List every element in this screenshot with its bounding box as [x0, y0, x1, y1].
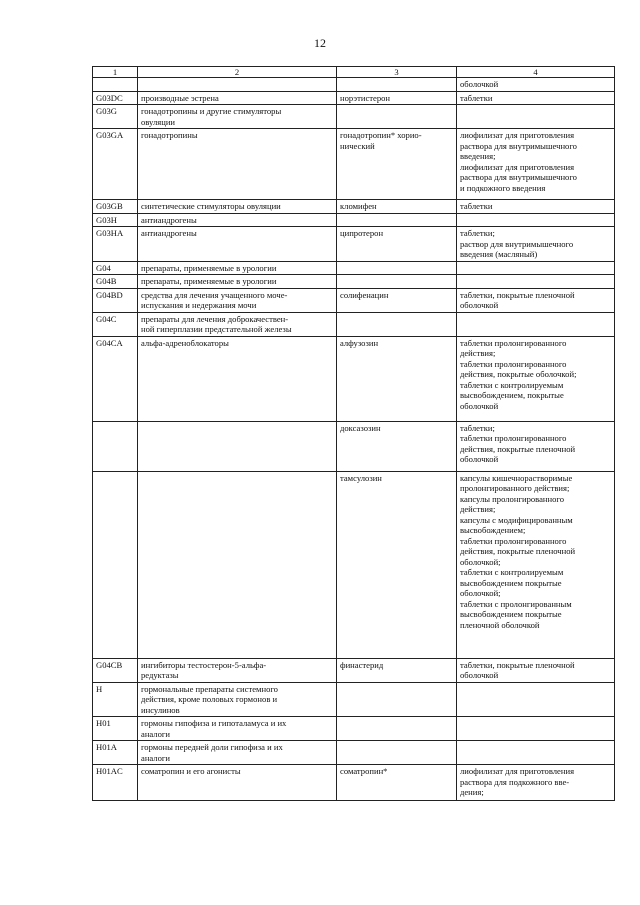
cell-line: таблетки, покрытые пленочной: [460, 659, 575, 670]
cell-line: препараты для лечения доброкачествен-: [141, 313, 289, 324]
atc-code-cell: G03H: [93, 213, 138, 227]
substance-cell: [337, 682, 457, 717]
dosage-form-cell: [457, 658, 615, 682]
cell-line: таблетки с контролируемым: [460, 567, 564, 577]
atc-code-cell: [93, 421, 138, 471]
table-row: [93, 658, 615, 682]
cell-line: пленочной оболочкой: [460, 619, 540, 630]
atc-code-cell: G04BD: [93, 288, 138, 312]
cell-line: высвобождением;: [460, 525, 526, 535]
cell-line: действия, покрытые пленочной: [460, 443, 576, 454]
dosage-form-cell: [457, 261, 615, 275]
dosage-form-cell: [457, 336, 615, 421]
cell-line: раствора для внутримышечного: [460, 140, 577, 151]
cell-line: таблетки пролонгированного: [460, 358, 567, 369]
cell-line: оболочкой: [460, 454, 499, 464]
table-row: [93, 275, 615, 289]
substance-cell: [337, 312, 457, 336]
drug-table: [92, 66, 615, 801]
cell-line: редуктазы: [141, 670, 179, 680]
cell-line: таблетки с пролонгированным: [460, 598, 572, 609]
dosage-form-cell: [457, 78, 615, 92]
page-number: 12: [314, 36, 326, 50]
atc-code-cell: [93, 471, 138, 658]
atc-code-cell: G04C: [93, 312, 138, 336]
dosage-form-cell: [457, 312, 615, 336]
substance-cell: [337, 200, 457, 214]
cell-line: ной гиперплазии предстательной железы: [141, 324, 292, 334]
substance-cell: [337, 717, 457, 741]
atc-code-cell: G03G: [93, 105, 138, 129]
group-name-cell: [138, 78, 337, 92]
substance-cell: [337, 658, 457, 682]
cell-line: препараты, применяемые в урологии: [141, 276, 277, 286]
cell-line: ципротерон: [340, 228, 384, 238]
group-name-cell: [138, 421, 337, 471]
cell-line: оболочкой: [460, 670, 499, 680]
atc-code-cell: G03GB: [93, 200, 138, 214]
cell-line: оболочкой: [460, 79, 499, 89]
table-row: [93, 288, 615, 312]
atc-code-cell: G03GA: [93, 129, 138, 200]
cell-line: лиофилизат для приготовления: [460, 766, 575, 776]
cell-line: таблетки;: [460, 422, 495, 433]
cell-line: таблетки;: [460, 228, 495, 238]
atc-code-cell: H01: [93, 717, 138, 741]
cell-line: высвобождением покрытые: [460, 609, 562, 619]
cell-line: капсулы с модифицированным: [460, 514, 573, 525]
atc-code-cell: H01AC: [93, 765, 138, 801]
cell-line: алфузозин: [340, 337, 379, 348]
cell-line: действия, покрытые пленочной: [460, 546, 576, 556]
cell-line: испускания и недержания мочи: [141, 300, 257, 310]
table-row: [93, 312, 615, 336]
substance-cell: [337, 336, 457, 421]
cell-line: таблетки, покрытые пленочной: [460, 289, 575, 300]
cell-line: антиандрогены: [141, 228, 197, 238]
cell-line: таблетки с контролируемым: [460, 379, 564, 390]
table-row: [93, 261, 615, 275]
cell-line: действия, покрытые оболочкой;: [460, 369, 577, 379]
cell-line: средства для лечения учащенного моче-: [141, 289, 288, 300]
cell-line: дения;: [460, 787, 484, 797]
dosage-form-cell: [457, 288, 615, 312]
cell-line: высвобождением покрытые: [460, 577, 562, 588]
group-name-cell: [138, 261, 337, 275]
cell-line: соматропин и его агонисты: [141, 766, 241, 776]
dosage-form-cell: [457, 91, 615, 105]
cell-line: таблетки: [460, 92, 493, 103]
cell-line: аналоги: [141, 728, 171, 739]
substance-cell: [337, 213, 457, 227]
substance-cell: [337, 261, 457, 275]
group-name-cell: [138, 105, 337, 129]
table-row: [93, 213, 615, 227]
table-row: [93, 471, 615, 658]
cell-line: действия;: [460, 504, 496, 514]
substance-cell: [337, 275, 457, 289]
substance-cell: [337, 91, 457, 105]
substance-cell: [337, 78, 457, 92]
cell-line: доксазозин: [340, 422, 381, 433]
atc-code-cell: G04: [93, 261, 138, 275]
dosage-form-cell: [457, 682, 615, 717]
cell-line: альфа-адреноблокаторы: [141, 337, 229, 348]
cell-line: гормоны гипофиза и гипоталамуса и их: [141, 718, 287, 728]
substance-cell: [337, 105, 457, 129]
dosage-form-cell: [457, 200, 615, 214]
dosage-form-cell: [457, 765, 615, 801]
cell-line: раствора для подкожного вве-: [460, 776, 570, 787]
cell-line: гормональные препараты системного: [141, 683, 278, 694]
dosage-form-cell: [457, 471, 615, 658]
cell-line: гонадотропин* хорио-: [340, 130, 422, 140]
table-row: [93, 200, 615, 214]
group-name-cell: [138, 288, 337, 312]
group-name-cell: [138, 336, 337, 421]
group-name-cell: [138, 682, 337, 717]
group-name-cell: [138, 658, 337, 682]
dosage-form-cell: [457, 717, 615, 741]
group-name-cell: [138, 717, 337, 741]
cell-line: инсулинов: [141, 704, 180, 715]
cell-line: финастерид: [340, 659, 384, 670]
group-name-cell: [138, 213, 337, 227]
atc-code-cell: G04B: [93, 275, 138, 289]
header-col-2: 2: [138, 67, 337, 78]
dosage-form-cell: [457, 275, 615, 289]
cell-line: лиофилизат для приготовления: [460, 161, 575, 172]
cell-line: введения (масляный): [460, 249, 538, 259]
cell-line: нический: [340, 140, 375, 151]
table-row: [93, 227, 615, 262]
cell-line: таблетки пролонгированного: [460, 337, 567, 348]
header-col-3: 3: [337, 67, 457, 78]
table-row: [93, 741, 615, 765]
table-row: [93, 421, 615, 471]
cell-line: и подкожного введения: [460, 182, 546, 193]
dosage-form-cell: [457, 227, 615, 262]
table-row: [93, 78, 615, 92]
atc-code-cell: G03HA: [93, 227, 138, 262]
cell-line: раствор для внутримышечного: [460, 238, 574, 249]
cell-line: оболочкой: [460, 400, 499, 411]
substance-cell: [337, 288, 457, 312]
cell-line: соматропин*: [340, 766, 388, 776]
cell-line: производные эстрена: [141, 92, 219, 103]
cell-line: раствора для внутримышечного: [460, 172, 577, 182]
cell-line: синтетические стимуляторы овуляции: [141, 201, 281, 211]
atc-code-cell: H: [93, 682, 138, 717]
substance-cell: [337, 765, 457, 801]
cell-line: ингибиторы тестостерон-5-альфа-: [141, 659, 267, 670]
cell-line: кломифен: [340, 201, 377, 211]
atc-code-cell: G04CA: [93, 336, 138, 421]
group-name-cell: [138, 471, 337, 658]
cell-line: солифенацин: [340, 289, 389, 300]
table-row: [93, 105, 615, 129]
atc-code-cell: G04CB: [93, 658, 138, 682]
group-name-cell: [138, 227, 337, 262]
cell-line: лиофилизат для приготовления: [460, 130, 575, 140]
atc-code-cell: H01A: [93, 741, 138, 765]
dosage-form-cell: [457, 105, 615, 129]
header-col-4: 4: [457, 67, 615, 78]
cell-line: норэтистерон: [340, 92, 391, 103]
group-name-cell: [138, 741, 337, 765]
header-col-1: 1: [93, 67, 138, 78]
cell-line: введения;: [460, 151, 496, 161]
cell-line: капсулы пролонгированного: [460, 493, 565, 504]
cell-line: овуляции: [141, 116, 176, 127]
substance-cell: [337, 471, 457, 658]
table-row: [93, 336, 615, 421]
group-name-cell: [138, 312, 337, 336]
atc-code-cell: [93, 78, 138, 92]
table-row: [93, 717, 615, 741]
cell-line: тамсулозин: [340, 472, 382, 483]
group-name-cell: [138, 91, 337, 105]
substance-cell: [337, 227, 457, 262]
dosage-form-cell: [457, 129, 615, 200]
header-row: [93, 67, 615, 78]
cell-line: гонадотропины: [141, 130, 198, 140]
cell-line: капсулы кишечнорастворимые: [460, 472, 573, 483]
group-name-cell: [138, 200, 337, 214]
cell-line: таблетки пролонгированного: [460, 433, 567, 443]
group-name-cell: [138, 275, 337, 289]
cell-line: гонадотропины и другие стимуляторы: [141, 106, 282, 116]
cell-line: действия, кроме половых гормонов и: [141, 694, 278, 704]
cell-line: таблетки пролонгированного: [460, 535, 567, 546]
cell-line: препараты, применяемые в урологии: [141, 262, 277, 273]
substance-cell: [337, 741, 457, 765]
table-row: [93, 129, 615, 200]
substance-cell: [337, 421, 457, 471]
dosage-form-cell: [457, 421, 615, 471]
group-name-cell: [138, 129, 337, 200]
cell-line: высвобождением, покрытые: [460, 390, 564, 400]
table-row: [93, 682, 615, 717]
cell-line: действия;: [460, 348, 496, 358]
dosage-form-cell: [457, 741, 615, 765]
cell-line: гормоны передней доли гипофиза и их: [141, 742, 283, 752]
cell-line: пролонгированного действия;: [460, 483, 570, 493]
table-row: [93, 765, 615, 801]
cell-line: оболочкой;: [460, 556, 501, 567]
atc-code-cell: G03DC: [93, 91, 138, 105]
group-name-cell: [138, 765, 337, 801]
cell-line: оболочкой: [460, 300, 499, 310]
table-row: [93, 91, 615, 105]
cell-line: оболочкой;: [460, 588, 501, 598]
cell-line: аналоги: [141, 752, 171, 763]
cell-line: таблетки: [460, 201, 493, 211]
substance-cell: [337, 129, 457, 200]
cell-line: антиандрогены: [141, 214, 197, 225]
dosage-form-cell: [457, 213, 615, 227]
